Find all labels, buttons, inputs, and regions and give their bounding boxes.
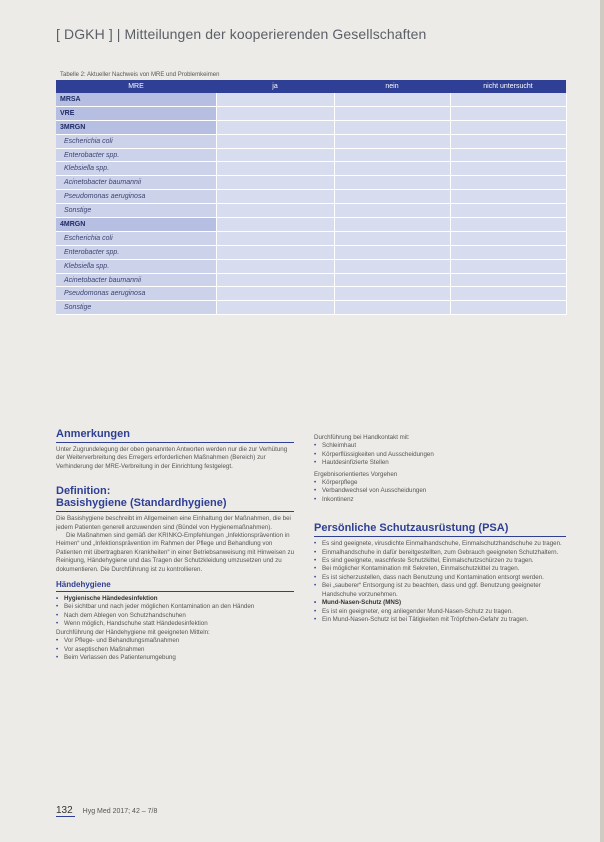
answer-cell-nein[interactable] [334,287,450,301]
list-item: • Schleimhaut [314,442,566,450]
row-label: 3MRGN [56,120,216,134]
row-label: Klebsiella spp. [56,162,216,176]
list-item: • Wenn möglich, Handschuhe statt Händedesinfektion [56,620,294,628]
table-row [56,245,566,259]
column-header-nicht-untersucht: nicht untersucht [450,80,566,93]
list-item: • Es ist sicherzustellen, dass nach Benutzung und Kontamination entsorgt werden. [314,574,566,582]
answer-cell-nein[interactable] [334,190,450,204]
list-item: • Körperflüssigkeiten und Ausscheidungen [314,451,566,459]
answer-cell-nicht-untersucht[interactable] [450,106,566,120]
list-item: • Inkontinenz [314,496,566,504]
row-label: Acinetobacter baumannii [56,176,216,190]
page-footer [56,805,157,817]
haendehygiene-note: Durchführung der Händehygiene mit geeigneten Mitteln: [56,628,210,636]
answer-cell-ja[interactable] [216,134,334,148]
haendehygiene-list [56,595,294,629]
list-item: • Bei sichtbar und nach jeder möglichen Kontamination an den Händen [56,603,294,611]
answer-cell-ja[interactable] [216,162,334,176]
table-body [56,93,566,315]
answer-cell-nein[interactable] [334,120,450,134]
answer-cell-nicht-untersucht[interactable] [450,93,566,106]
table-row [56,162,566,176]
haendehygiene-title: Händehygiene [56,580,111,590]
row-label: Sonstige [56,301,216,315]
list-item: • Es sind geeignete, virusdichte Einmalhandschuhe, Einmalschutzhandschuhe zu tragen. [314,540,566,548]
answer-cell-nicht-untersucht[interactable] [450,273,566,287]
answer-cell-nicht-untersucht[interactable] [450,148,566,162]
right-intro: Durchführung bei Handkontakt mit: [314,434,410,441]
column-header-ja: ja [216,80,334,93]
answer-cell-ja[interactable] [216,190,334,204]
haendehygiene-list-2 [56,637,294,662]
row-label: Escherichia coli [56,231,216,245]
list-item: • Bei möglicher Kontamination mit Sekreten, Einmalschutzkittel zu tragen. [314,565,566,573]
answer-cell-nicht-untersucht[interactable] [450,120,566,134]
anmerkungen-rule [56,442,294,443]
psa-list [314,540,566,624]
column-header-mre: MRE [56,80,216,93]
table-row [56,134,566,148]
answer-cell-ja[interactable] [216,245,334,259]
table-row [56,176,566,190]
answer-cell-ja[interactable] [216,204,334,218]
right-intro-2: Ergebnisorientiertes Vorgehen [314,470,398,478]
table-row [56,259,566,273]
list-item: • Ein Mund-Nasen-Schutz ist bei Tätigkeiten mit Tröpfchen-Gefahr zu tragen. [314,616,566,624]
table-row [56,287,566,301]
left-column [56,428,294,662]
answer-cell-nein[interactable] [334,148,450,162]
table-header-row [56,80,566,93]
table-row [56,190,566,204]
table-row [56,301,566,315]
list-item: • Es sind geeignete, waschfeste Schutzkittel, Einmalschutzschürzen zu tragen. [314,557,566,565]
list-item: • Hautdesinfizierte Stellen [314,459,566,467]
column-header-nein: nein [334,80,450,93]
answer-cell-nicht-untersucht[interactable] [450,231,566,245]
right-column [314,434,566,624]
answer-cell-nicht-untersucht[interactable] [450,218,566,232]
list-item: • Verbandwechsel von Ausscheidungen [314,487,566,495]
answer-cell-ja[interactable] [216,176,334,190]
answer-cell-nicht-untersucht[interactable] [450,259,566,273]
journal-citation: Hyg Med 2017; 42 – 7/8 [82,808,158,815]
page-edge [600,0,604,842]
page-number: 132 [56,805,73,816]
answer-cell-nicht-untersucht[interactable] [450,301,566,315]
answer-cell-ja[interactable] [216,93,334,106]
answer-cell-nein[interactable] [334,273,450,287]
row-label: VRE [56,106,216,120]
table-caption: Tabelle 2: Aktueller Nachweis von MRE und Problemkeimen [60,72,220,78]
definition-text-2: Die Maßnahmen sind gemäß der KRINKO-Empfehlungen „Infektionsprävention in Heimen“ und „Infektionsprävention im Rahmen der Pflege und Behandlung von Patienten mit übertragbaren Krankheiten“ in einer Betriebsanweisung mit Hinweisen zu Reinigung, Händehygiene und das Tragen der Schutzkleidung umzusetzen und zu dokumentieren. Die Durchführung ist zu kontrollieren. [56,532,295,573]
haendehygiene-rule [56,591,294,592]
page-header: [ DGKH ] | Mitteilungen der kooperierenden Gesellschaften [56,26,427,42]
table-row [56,204,566,218]
table-row [56,273,566,287]
definition-title: Definition: [56,485,111,498]
answer-cell-nicht-untersucht[interactable] [450,204,566,218]
answer-cell-nein[interactable] [334,162,450,176]
list-item: • Hygienische Händedesinfektion [56,595,294,603]
list-item: • Beim Verlassen des Patientenumgebung [56,654,294,662]
list-item: • Bei „sauberer“ Entsorgung ist zu beachten, dass und ggf. Benutzung geeigneter Handschuhe vorzunehmen. [314,582,566,599]
answer-cell-nicht-untersucht[interactable] [450,176,566,190]
answer-cell-nicht-untersucht[interactable] [450,162,566,176]
answer-cell-nein[interactable] [334,93,450,106]
row-label: Enterobacter spp. [56,148,216,162]
answer-cell-nein[interactable] [334,231,450,245]
mre-table [56,80,567,315]
table-row [56,120,566,134]
anmerkungen-title: Anmerkungen [56,428,130,440]
psa-title: Persönliche Schutzausrüstung (PSA) [314,522,509,535]
answer-cell-nein[interactable] [334,259,450,273]
answer-cell-ja[interactable] [216,259,334,273]
definition-subtitle: Basishygiene (Standardhygiene) [56,497,227,510]
answer-cell-nein[interactable] [334,301,450,315]
answer-cell-ja[interactable] [216,120,334,134]
definition-rule [56,511,294,512]
row-label: Enterobacter spp. [56,245,216,259]
row-label: Sonstige [56,204,216,218]
mre-table-wrap [56,80,566,315]
row-label: Klebsiella spp. [56,259,216,273]
list-item: • Vor Pflege- und Behandlungsmaßnahmen [56,637,294,645]
answer-cell-ja[interactable] [216,218,334,232]
list-item: • Mund-Nasen-Schutz (MNS) [314,599,566,607]
row-label: Escherichia coli [56,134,216,148]
right-intro-list [314,442,566,467]
answer-cell-ja[interactable] [216,301,334,315]
answer-cell-nein[interactable] [334,106,450,120]
answer-cell-nein[interactable] [334,176,450,190]
table-row [56,106,566,120]
answer-cell-nicht-untersucht[interactable] [450,245,566,259]
answer-cell-nicht-untersucht[interactable] [450,190,566,204]
answer-cell-nicht-untersucht[interactable] [450,134,566,148]
definition-text-1: Die Basishygiene beschreibt im Allgemeinen eine Einhaltung der Maßnahmen, die bei jedem Patienten generell anzuwenden sind (Bündel von Hygienemaßnahmen). [56,515,291,531]
right-intro-2-list [314,479,566,504]
table-row [56,218,566,232]
answer-cell-ja[interactable] [216,148,334,162]
table-row [56,148,566,162]
answer-cell-nicht-untersucht[interactable] [450,287,566,301]
table-row [56,231,566,245]
list-item: • Vor aseptischen Maßnahmen [56,646,294,654]
answer-cell-ja[interactable] [216,231,334,245]
list-item: • Einmalhandschuhe in dafür bereitgestellten, zum Gebrauch geeigneten Schutzhaltern. [314,549,566,557]
table-row [56,93,566,106]
answer-cell-nein[interactable] [334,245,450,259]
row-label: MRSA [56,93,216,106]
row-label: Acinetobacter baumannii [56,273,216,287]
answer-cell-ja[interactable] [216,273,334,287]
answer-cell-ja[interactable] [216,287,334,301]
answer-cell-ja[interactable] [216,106,334,120]
answer-cell-nein[interactable] [334,218,450,232]
psa-rule [314,536,566,537]
anmerkungen-text: Unter Zugrundelegung der oben genannten Antworten werden nur die zur Verhütung der Weiterverbreitung des Erregers erforderlichen Maßnahmen (Bereich) zur Verhinderung der MRE-Verbreitung in der Einrichtung festgelegt. [56,446,288,470]
row-label: Pseudomonas aeruginosa [56,190,216,204]
list-item: • Körperpflege [314,479,566,487]
row-label: Pseudomonas aeruginosa [56,287,216,301]
row-label: 4MRGN [56,218,216,232]
answer-cell-nein[interactable] [334,134,450,148]
answer-cell-nein[interactable] [334,204,450,218]
list-item: • Nach dem Ablegen von Schutzhandschuhen [56,612,294,620]
list-item: • Es ist ein geeigneter, eng anliegender Mund-Nasen-Schutz zu tragen. [314,608,566,616]
